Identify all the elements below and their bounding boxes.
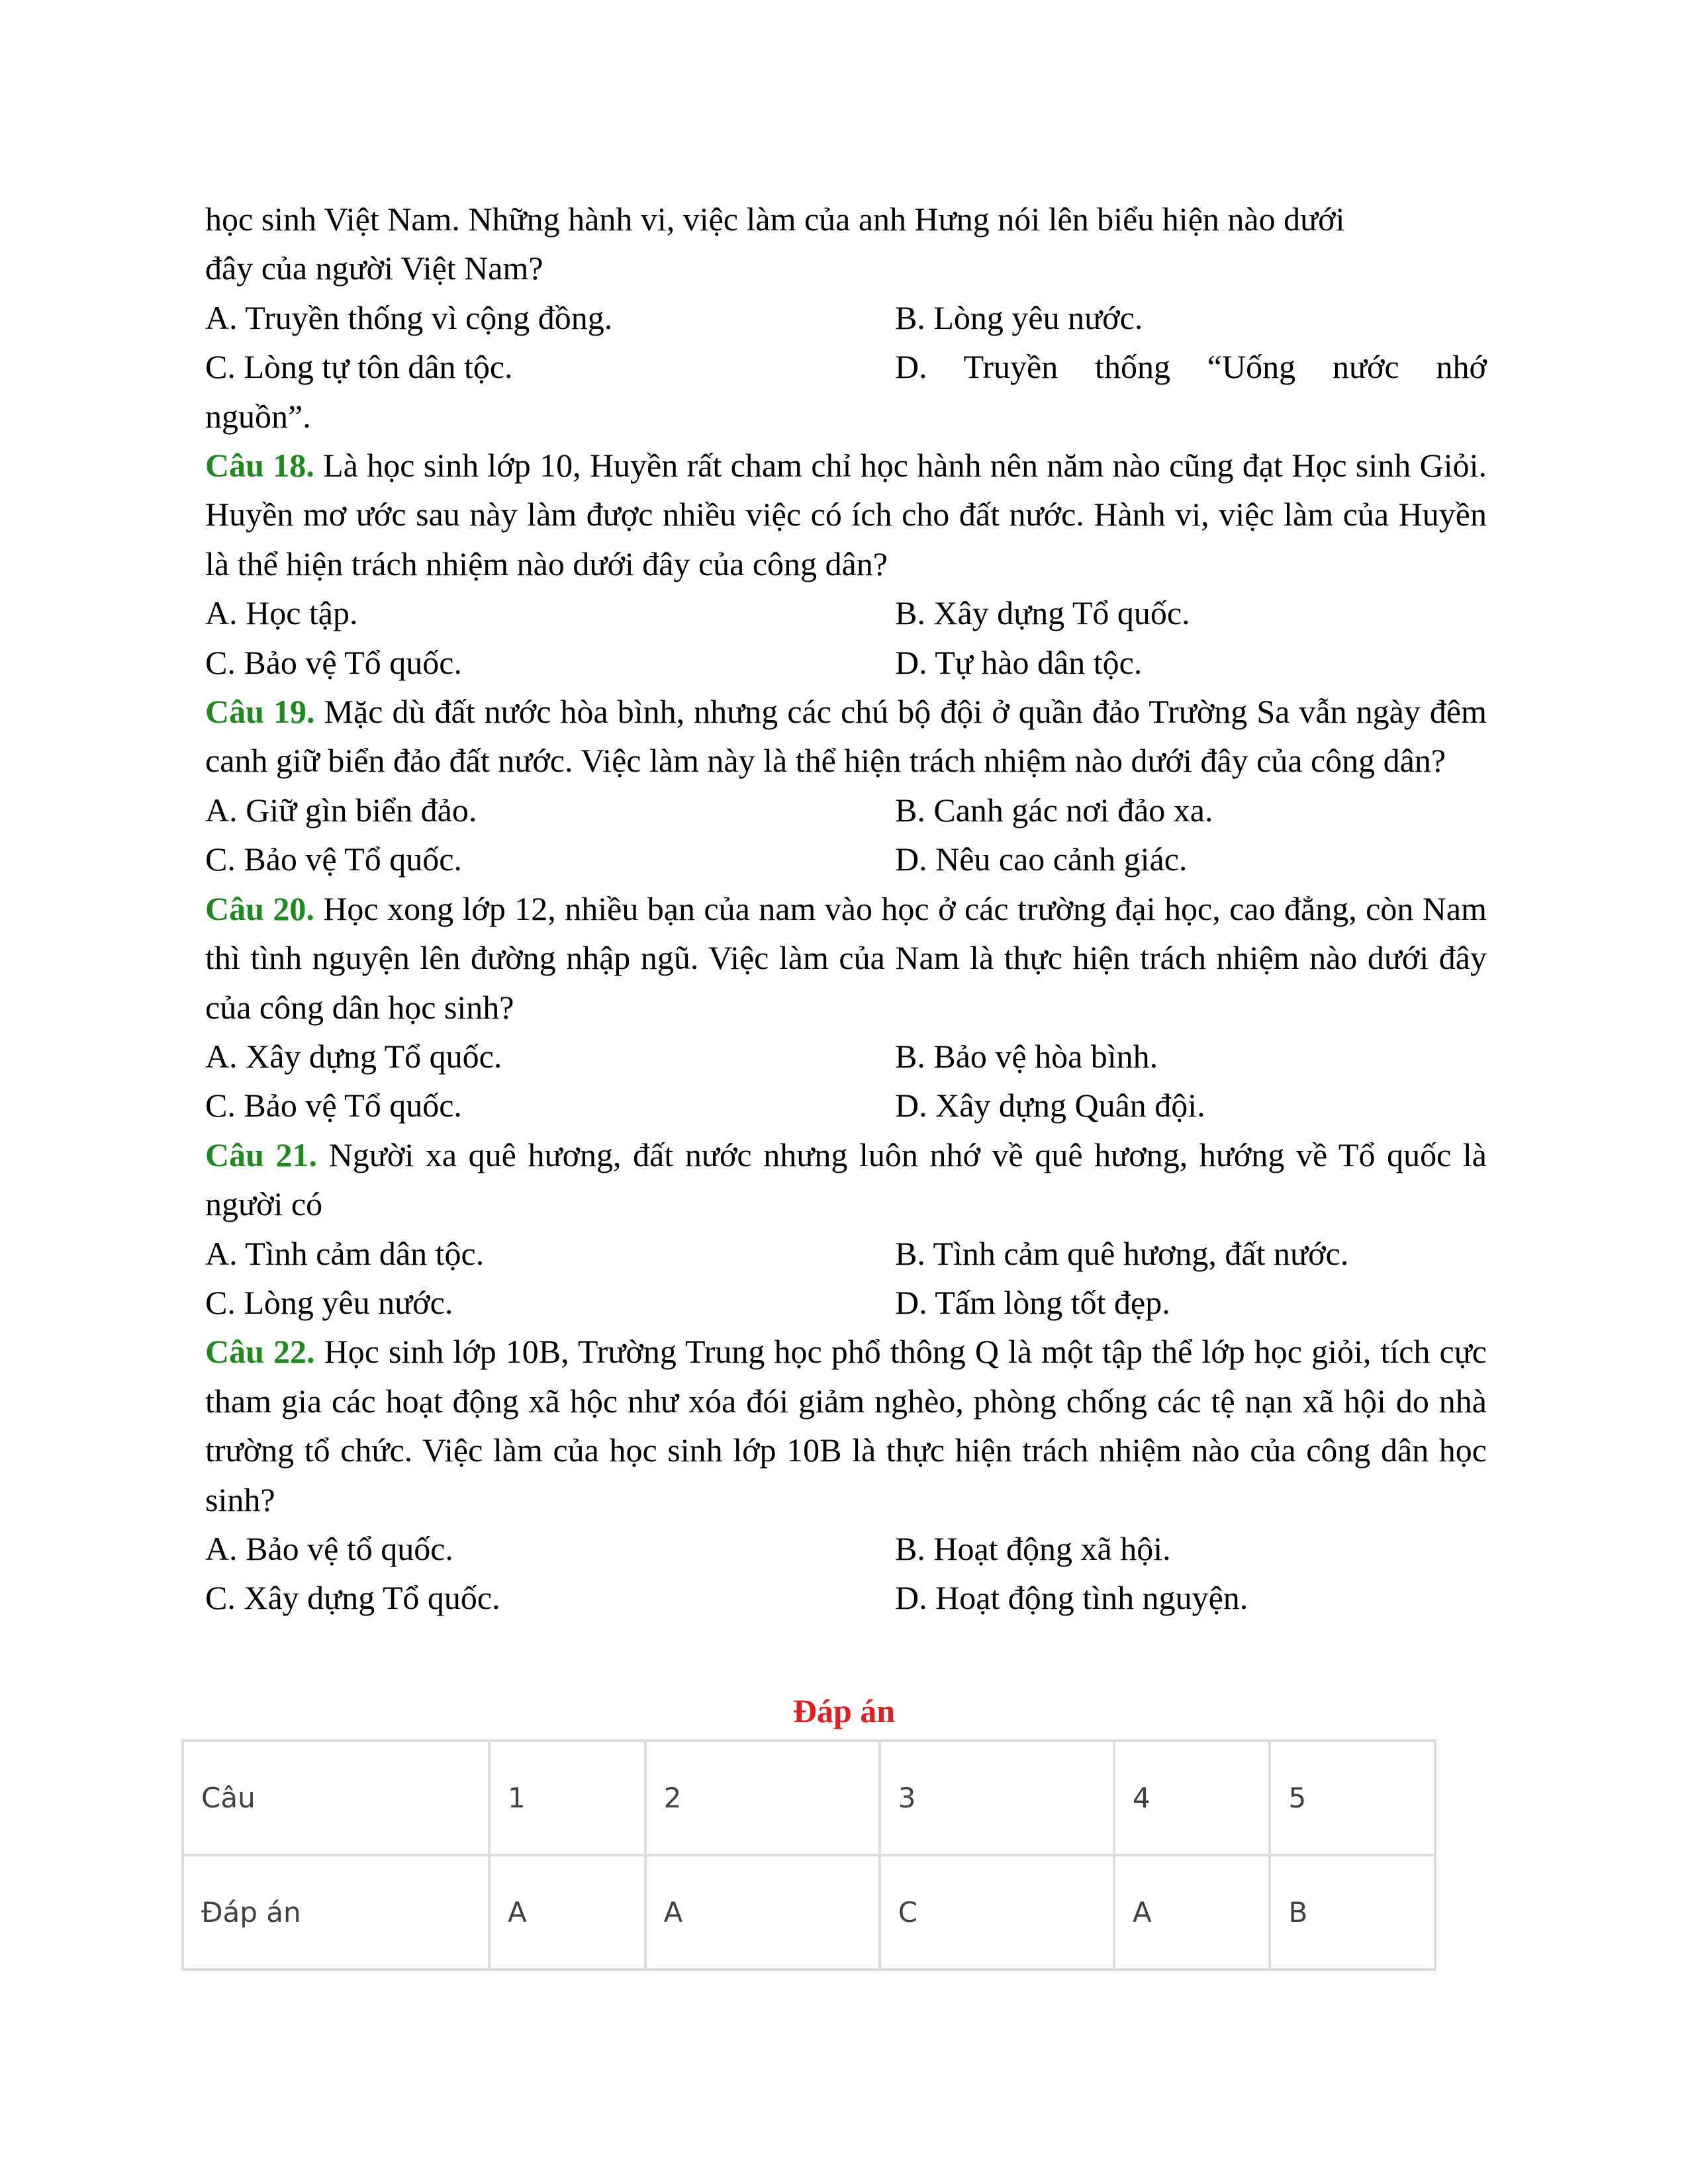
question-label: Câu 19.: [205, 693, 315, 731]
option-d-continuation: nguồn”.: [205, 397, 311, 435]
option-d: [895, 342, 1487, 391]
table-cell-question: 3: [880, 1741, 1114, 1855]
question-text: [205, 1327, 1487, 1524]
question-options: [205, 1229, 1487, 1328]
question-body: Mặc dù đất nước hòa bình, nhưng các chú bộ đội ở quần đảo Trường Sa vẫn ngày đêm canh giữ biển đảo đất nước. Việc làm này là thể hiện trách nhiệm nào dưới đây của công dân?: [205, 693, 1487, 780]
option-c: C. Bảo vệ Tổ quốc.: [205, 841, 462, 878]
option-a: A. Xây dựng Tổ quốc.: [205, 1037, 502, 1075]
question-body: Là học sinh lớp 10, Huyền rất cham chỉ học hành nên năm nào cũng đạt Học sinh Giỏi. Huyền mơ ước sau này làm được nhiều việc có ích cho đất nước. Hành vi, việc làm của Huyền là thể hiện trách nhiệm nào dưới đây của công dân?: [205, 447, 1487, 582]
question-21: [205, 1130, 1487, 1328]
option-a: A. Bảo vệ tổ quốc.: [205, 1529, 453, 1567]
option-b: B. Lòng yêu nước.: [895, 298, 1143, 336]
option-c: C. Lòng tự tôn dân tộc.: [205, 348, 513, 386]
question-label: Câu 18.: [205, 447, 314, 484]
option-d: D. Tự hào dân tộc.: [895, 643, 1143, 681]
question-17-continuation: [205, 195, 1487, 441]
question-content: [205, 195, 1487, 1623]
table-cell-question: 4: [1114, 1741, 1270, 1855]
table-row-answers: [183, 1855, 1435, 1970]
table-cell-answer: A: [645, 1855, 880, 1970]
table-cell-answer: A: [1114, 1855, 1270, 1970]
option-b: B. Canh gác nơi đảo xa.: [895, 791, 1213, 829]
option-d: D. Hoạt động tình nguyện.: [895, 1579, 1248, 1617]
table-header-answer: Đáp án: [183, 1855, 489, 1970]
question-body: Học sinh lớp 10B, Trường Trung học phổ thông Q là một tập thể lớp học giỏi, tích cực tham gia các hoạt động xã hộc như xóa đói giảm nghèo, phòng chống các tệ nạn xã hội do nhà trường tổ chức. Việc làm của học sinh lớp 10B là thực hiện trách nhiệm nào của công dân học sinh?: [205, 1333, 1487, 1518]
table-cell-question: 1: [489, 1741, 645, 1855]
question-text: [205, 441, 1487, 588]
table-header-question: Câu: [183, 1741, 489, 1855]
option-a: A. Tình cảm dân tộc.: [205, 1234, 485, 1272]
option-c: C. Lòng yêu nước.: [205, 1283, 453, 1321]
option-d: D. Nêu cao cảnh giác.: [895, 841, 1188, 878]
option-b: B. Xây dựng Tổ quốc.: [895, 594, 1190, 632]
question-18: [205, 441, 1487, 687]
option-d-line-1: D. Truyền thống “Uống nước nhớ: [895, 348, 1487, 386]
question-17-text: [205, 195, 1487, 293]
question-text: [205, 884, 1487, 1032]
question-label: Câu 20.: [205, 889, 314, 927]
question-options: [205, 588, 1487, 687]
answer-key-table: [181, 1739, 1436, 1971]
option-c: C. Bảo vệ Tổ quốc.: [205, 643, 462, 681]
table-cell-question: 5: [1270, 1741, 1435, 1855]
question-17-line-1: học sinh Việt Nam. Những hành vi, việc làm của anh Hưng nói lên biểu hiện nào dưới: [205, 201, 1345, 238]
answer-key-title: Đáp án: [792, 1692, 896, 1729]
question-body: Người xa quê hương, đất nước nhưng luôn nhớ về quê hương, hướng về Tổ quốc là người có: [205, 1136, 1487, 1223]
table-cell-answer: A: [489, 1855, 645, 1970]
question-text: [205, 687, 1487, 786]
table-cell-answer: C: [880, 1855, 1114, 1970]
option-d: D. Tấm lòng tốt đẹp.: [895, 1283, 1170, 1321]
question-17-line-2: đây của người Việt Nam?: [205, 250, 543, 287]
question-options: [205, 786, 1487, 884]
option-d: D. Xây dựng Quân đội.: [895, 1087, 1205, 1124]
table-cell-question: 2: [645, 1741, 880, 1855]
option-a: A. Giữ gìn biển đảo.: [205, 791, 477, 829]
option-c: C. Bảo vệ Tổ quốc.: [205, 1087, 462, 1124]
option-b: B. Tình cảm quê hương, đất nước.: [895, 1234, 1349, 1272]
option-c: C. Xây dựng Tổ quốc.: [205, 1579, 500, 1617]
question-label: Câu 22.: [205, 1333, 315, 1371]
question-options: [205, 1524, 1487, 1623]
question-22: [205, 1327, 1487, 1622]
table-cell-answer: B: [1270, 1855, 1435, 1970]
question-options: [205, 1032, 1487, 1130]
option-b: B. Bảo vệ hòa bình.: [895, 1037, 1158, 1075]
question-label: Câu 21.: [205, 1136, 318, 1173]
question-text: [205, 1130, 1487, 1229]
question-body: Học xong lớp 12, nhiều bạn của nam vào học ở các trường đại học, cao đẳng, còn Nam thì tình nguyện lên đường nhập ngũ. Việc làm của Nam là thực hiện trách nhiệm nào dưới đây của công dân học sinh?: [205, 889, 1487, 1026]
option-b: B. Hoạt động xã hội.: [895, 1529, 1171, 1567]
table-row-questions: [183, 1741, 1435, 1855]
option-a: A. Truyền thống vì cộng đồng.: [205, 298, 613, 336]
question-19: [205, 687, 1487, 884]
option-a: A. Học tập.: [205, 594, 358, 632]
question-20: [205, 884, 1487, 1130]
question-17-options: [205, 293, 1487, 392]
